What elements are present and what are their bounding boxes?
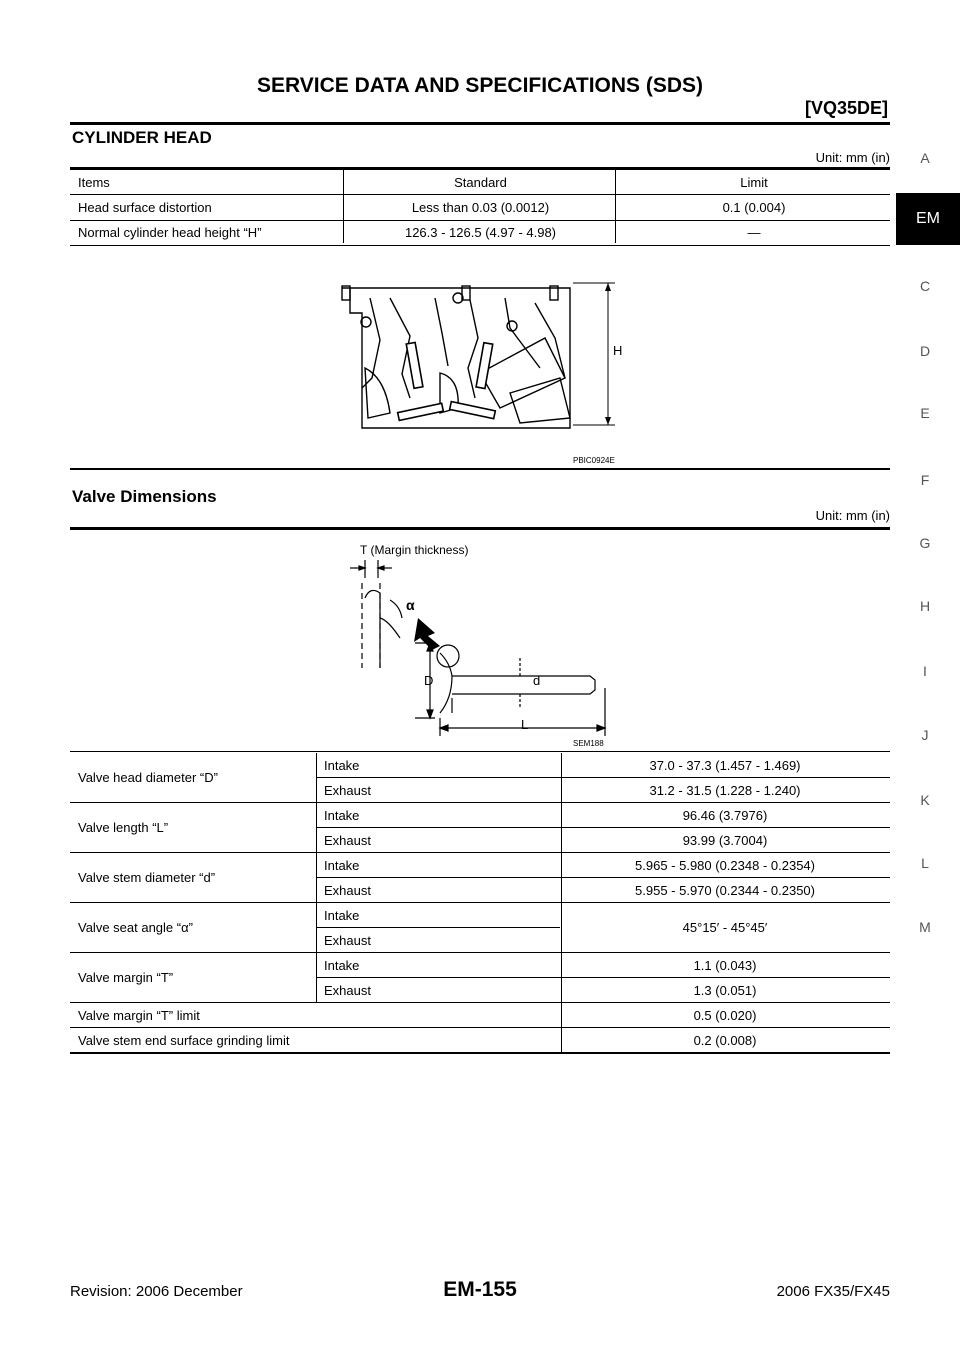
cylinder-head-title: CYLINDER HEAD bbox=[72, 128, 212, 147]
cell-value: 1.1 (0.043) bbox=[560, 953, 890, 978]
valve-dimensions-table bbox=[70, 753, 890, 1054]
section-divider bbox=[70, 468, 890, 470]
cell-value: 45°15′ - 45°45′ bbox=[560, 903, 890, 953]
cell-item: Valve head diameter “D” bbox=[70, 753, 316, 803]
side-nav-item-a[interactable]: A bbox=[920, 150, 930, 166]
side-nav-item-m[interactable]: M bbox=[919, 919, 931, 935]
side-nav-item-d[interactable]: D bbox=[919, 343, 931, 359]
figure-label-l: L bbox=[521, 717, 529, 732]
table-row bbox=[70, 803, 890, 828]
cell-type: Exhaust bbox=[316, 828, 560, 853]
cell-value: 93.99 (3.7004) bbox=[560, 828, 890, 853]
side-nav-item-g[interactable]: G bbox=[919, 535, 931, 551]
cell-item: Valve margin “T” limit bbox=[70, 1003, 560, 1028]
table-row bbox=[70, 220, 890, 245]
figure-label-h: H bbox=[613, 343, 623, 358]
table-header-row bbox=[70, 170, 890, 195]
side-nav-item-j[interactable]: J bbox=[921, 727, 929, 743]
side-nav-item-f[interactable]: F bbox=[920, 472, 930, 488]
cell-value: 0.2 (0.008) bbox=[560, 1028, 890, 1054]
table-row bbox=[70, 853, 890, 878]
cell-type: Intake bbox=[316, 953, 560, 978]
cell-type: Intake bbox=[316, 803, 560, 828]
column-divider bbox=[316, 753, 317, 1003]
cell-type: Exhaust bbox=[316, 978, 560, 1003]
side-nav-item-k[interactable]: K bbox=[920, 792, 930, 808]
cell-type: Exhaust bbox=[316, 928, 560, 953]
column-divider bbox=[561, 753, 562, 1053]
cell-value: 0.5 (0.020) bbox=[560, 1003, 890, 1028]
table-row bbox=[70, 1028, 890, 1054]
footer-page-number: EM-155 bbox=[443, 1278, 517, 1301]
cell-standard: 126.3 - 126.5 (4.97 - 4.98) bbox=[343, 220, 618, 245]
figure-caption-sem188: SEM188 bbox=[573, 739, 604, 748]
cell-item: Head surface distortion bbox=[70, 195, 343, 220]
figure-label-margin-thickness: T (Margin thickness) bbox=[360, 543, 469, 557]
header-rule bbox=[70, 122, 890, 125]
cell-type: Intake bbox=[316, 753, 560, 778]
cell-value: 31.2 - 31.5 (1.228 - 1.240) bbox=[560, 778, 890, 803]
valve-diagram bbox=[340, 558, 620, 748]
side-nav-item-h[interactable]: H bbox=[919, 598, 931, 614]
page-header-title: SERVICE DATA AND SPECIFICATIONS (SDS) bbox=[256, 74, 704, 97]
valve-dimensions-unit: Unit: mm (in) bbox=[815, 508, 890, 523]
cell-value: 96.46 (3.7976) bbox=[560, 803, 890, 828]
cell-value: 5.965 - 5.980 (0.2348 - 0.2354) bbox=[560, 853, 890, 878]
valve-dimensions-title: Valve Dimensions bbox=[72, 487, 217, 506]
cell-limit: 0.1 (0.004) bbox=[618, 195, 890, 220]
cylinder-head-diagram bbox=[330, 278, 630, 468]
column-divider bbox=[343, 170, 344, 243]
cell-item: Valve stem diameter “d” bbox=[70, 853, 316, 903]
engine-model-label: [VQ35DE] bbox=[804, 98, 888, 118]
table-row bbox=[70, 195, 890, 220]
column-header-standard: Standard bbox=[343, 170, 618, 195]
cell-item: Valve stem end surface grinding limit bbox=[70, 1028, 560, 1054]
cell-type: Intake bbox=[316, 903, 560, 928]
cell-type: Exhaust bbox=[316, 778, 560, 803]
table-row bbox=[70, 903, 890, 928]
cell-type: Exhaust bbox=[316, 878, 560, 903]
figure-label-d-upper: D bbox=[424, 673, 434, 688]
column-header-items: Items bbox=[70, 170, 343, 195]
side-nav-item-em-active[interactable]: EM bbox=[896, 193, 960, 245]
cylinder-head-unit: Unit: mm (in) bbox=[815, 150, 890, 165]
cell-value: 1.3 (0.051) bbox=[560, 978, 890, 1003]
side-nav-item-l[interactable]: L bbox=[921, 855, 929, 871]
column-divider bbox=[615, 170, 616, 243]
cell-item: Valve margin “T” bbox=[70, 953, 316, 1003]
footer-revision: Revision: 2006 December bbox=[70, 1283, 243, 1300]
side-nav-item-i[interactable]: I bbox=[923, 663, 927, 679]
cylinder-head-table bbox=[70, 170, 890, 246]
figure-label-alpha: α bbox=[406, 597, 415, 613]
cell-type: Intake bbox=[316, 853, 560, 878]
side-nav-item-c[interactable]: C bbox=[919, 278, 931, 294]
figure-label-d-lower: d bbox=[533, 673, 541, 688]
figure-caption-pbic0924e: PBIC0924E bbox=[573, 456, 615, 465]
cell-item: Valve length “L” bbox=[70, 803, 316, 853]
cell-standard: Less than 0.03 (0.0012) bbox=[343, 195, 618, 220]
cell-value: 37.0 - 37.3 (1.457 - 1.469) bbox=[560, 753, 890, 778]
table-row bbox=[70, 753, 890, 778]
cell-value: 5.955 - 5.970 (0.2344 - 0.2350) bbox=[560, 878, 890, 903]
table-row bbox=[70, 1003, 890, 1028]
side-nav-item-e[interactable]: E bbox=[920, 405, 930, 421]
footer-model: 2006 FX35/FX45 bbox=[776, 1283, 890, 1300]
table-row bbox=[70, 953, 890, 978]
cell-item: Valve seat angle “α” bbox=[70, 903, 316, 953]
cell-limit: — bbox=[618, 220, 890, 245]
figure-bottom-rule bbox=[70, 751, 890, 752]
valve-dimensions-top-rule bbox=[70, 527, 890, 530]
column-header-limit: Limit bbox=[618, 170, 890, 195]
cell-item: Normal cylinder head height “H” bbox=[70, 220, 343, 245]
